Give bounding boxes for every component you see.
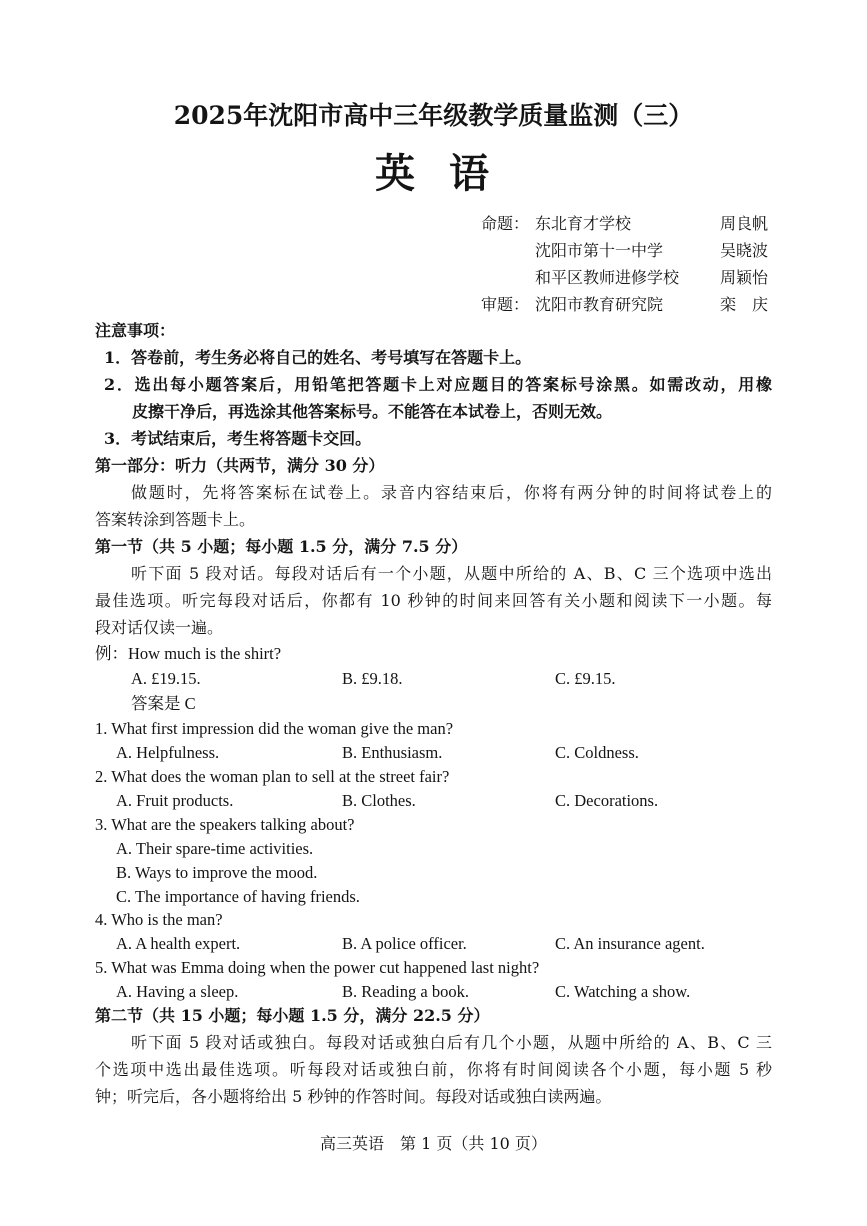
option-a: A. Fruit products. xyxy=(116,791,234,810)
section2-heading: 第二节（共 15 小题；每小题 1.5 分，满分 22.5 分） xyxy=(95,1006,490,1025)
example-answer: 答案是 C xyxy=(131,694,196,713)
question-stem: 3. What are the speakers talking about? xyxy=(95,815,355,834)
section1-intro-line: 听下面 5 段对话。每段对话后有一个小题，从题中所给的 A、B、C 三个选项中选出 xyxy=(131,564,772,583)
section2-intro-line: 听下面 5 段对话或独白。每段对话或独白后有几个小题，从题中所给的 A、B、C 三 xyxy=(131,1033,772,1052)
section1-intro-line: 最佳选项。听完每段对话后，你都有 10 秒钟的时间来回答有关小题和阅读下一小题。每 xyxy=(95,591,772,610)
option-b: B. Reading a book. xyxy=(342,982,469,1001)
example-question: 例：How much is the shirt? xyxy=(95,644,282,663)
credit-role: 审题： xyxy=(481,295,530,314)
credit-role: 命题： xyxy=(481,214,530,233)
section1-intro-line: 段对话仅读一遍。 xyxy=(95,618,224,637)
question-stem: 1. What first impression did the woman give the man? xyxy=(95,719,454,738)
subject-title: 英语 xyxy=(375,150,523,197)
option-b: B. A police officer. xyxy=(342,934,467,953)
credit-person: 吴晓波 xyxy=(720,241,769,260)
note-item: 1．答卷前，考生务必将自己的姓名、考号填写在答题卡上。 xyxy=(104,348,532,367)
question-stem: 4. Who is the man? xyxy=(95,910,223,929)
credit-org: 和平区教师进修学校 xyxy=(535,268,680,287)
note-item: 3．考试结束后，考生将答题卡交回。 xyxy=(104,429,372,448)
option-c: C. Coldness. xyxy=(555,743,639,762)
question-stem: 2. What does the woman plan to sell at the street fair? xyxy=(95,767,450,786)
example-option-a: A. £19.15. xyxy=(131,669,201,688)
option-a: A. Having a sleep. xyxy=(116,982,239,1001)
exam-title: 2025年沈阳市高中三年级教学质量监测（三） xyxy=(173,101,694,130)
credit-org: 沈阳市教育研究院 xyxy=(535,295,664,314)
example-option-c: C. £9.15. xyxy=(555,669,616,688)
notes-heading: 注意事项： xyxy=(95,321,176,340)
page-footer: 高三英语 第 1 页（共 10 页） xyxy=(320,1134,547,1153)
option-b: B. Ways to improve the mood. xyxy=(116,863,318,882)
section1-heading: 第一节（共 5 小题；每小题 1.5 分，满分 7.5 分） xyxy=(95,537,468,556)
option-b: B. Enthusiasm. xyxy=(342,743,443,762)
credit-org: 沈阳市第十一中学 xyxy=(535,241,664,260)
credit-person: 栾 庆 xyxy=(720,295,769,314)
question-stem: 5. What was Emma doing when the power cut happened last night? xyxy=(95,958,540,977)
section2-intro-line: 个选项中选出最佳选项。听每段对话或独白前，你将有时间阅读各个小题，每小题 5 秒 xyxy=(95,1060,772,1079)
option-b: B. Clothes. xyxy=(342,791,416,810)
note-item-continuation: 皮擦干净后，再选涂其他答案标号。不能答在本试卷上，否则无效。 xyxy=(132,402,613,421)
option-c: C. Watching a show. xyxy=(555,982,691,1001)
note-item: 2．选出每小题答案后，用铅笔把答题卡上对应题目的答案标号涂黑。如需改动，用橡 xyxy=(104,375,772,394)
part1-heading: 第一部分：听力（共两节，满分 30 分） xyxy=(95,456,385,475)
part1-intro-line: 做题时，先将答案标在试卷上。录音内容结束后，你将有两分钟的时间将试卷上的 xyxy=(131,483,772,502)
option-c: C. Decorations. xyxy=(555,791,659,810)
option-a: A. Their spare-time activities. xyxy=(116,839,314,858)
credit-person: 周良帆 xyxy=(720,214,769,233)
section2-intro-line: 钟；听完后，各小题将给出 5 秒钟的作答时间。每段对话或独白读两遍。 xyxy=(95,1087,612,1106)
option-c: C. An insurance agent. xyxy=(555,934,705,953)
credit-org: 东北育才学校 xyxy=(535,214,632,233)
option-a: A. Helpfulness. xyxy=(116,743,220,762)
example-option-b: B. £9.18. xyxy=(342,669,403,688)
option-c: C. The importance of having friends. xyxy=(116,887,360,906)
part1-intro-line: 答案转涂到答题卡上。 xyxy=(95,510,256,529)
option-a: A. A health expert. xyxy=(116,934,241,953)
credit-person: 周颖怡 xyxy=(720,268,769,287)
